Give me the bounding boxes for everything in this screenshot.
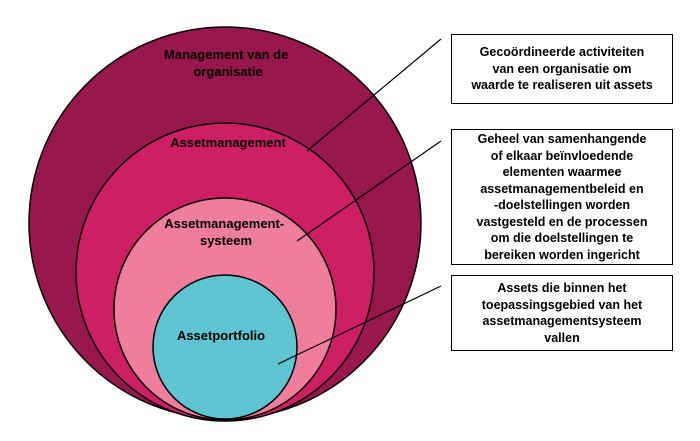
assetportfolio-circle	[153, 275, 297, 419]
assetportfolio-label: Assetportfolio	[176, 328, 266, 343]
management-label: Management van de organisatie	[164, 47, 289, 79]
callout-management-definition: Gecoördineerde activiteiten van een organisatie om waarde te realiseren uit assets	[451, 34, 673, 104]
assetmanagement-system-label: Assetmanagement- systeem	[164, 216, 285, 248]
callout-system-definition: Geheel van samenhangende of elkaar beïnvloedende elementen waarmee assetmanagementbeleid en -doelstellingen worden vastgesteld en de processen om die doelstellingen te bereiken worden ingericht	[451, 129, 673, 265]
assetmanagement-label: Assetmanagement	[170, 135, 286, 150]
callout-portfolio-definition: Assets die binnen het toepassingsgebied van het assetmanagementsysteem vallen	[451, 275, 673, 351]
